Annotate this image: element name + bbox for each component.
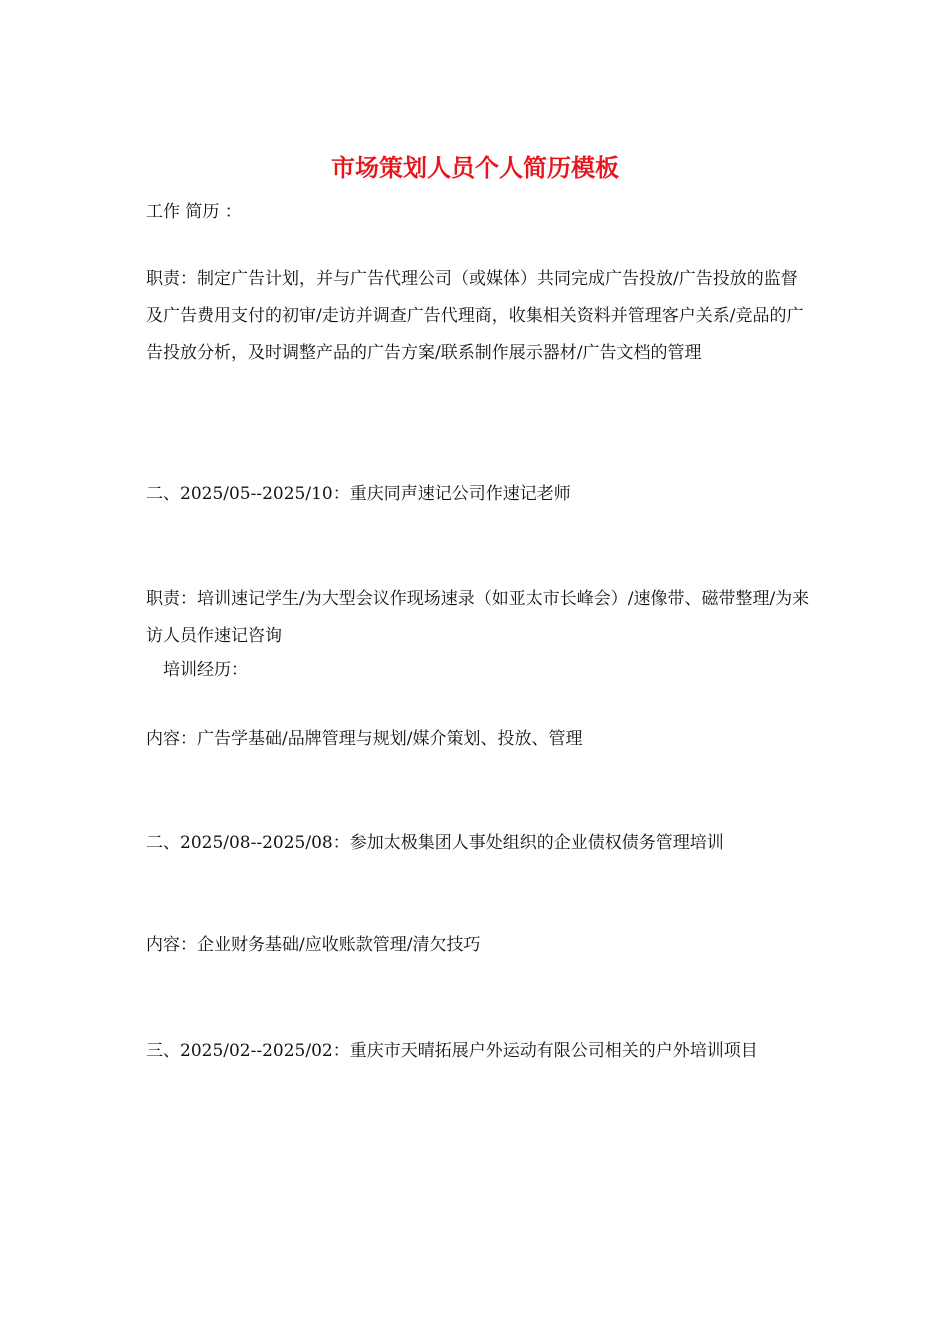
job1-duties: 职责：制定广告计划，并与广告代理公司（或媒体）共同完成广告投放/广告投放的监督及广告费用支付的初审/走访并调查广告代理商，收集相关资料并管理客户关系/竞品的广告投放分析，及时调整产品的广告方案/联系制作展示器材/广告文档的管理 (146, 269, 804, 363)
training1-content: 内容：广告学基础/品牌管理与规划/媒介策划、投放、管理 (146, 729, 583, 749)
training2-heading: 二、2025/08--2025/08：参加太极集团人事处组织的企业债权债务管理培训 (146, 833, 724, 853)
training2-content: 内容：企业财务基础/应收账款管理/清欠技巧 (146, 935, 481, 955)
job2-duties: 职责：培训速记学生/为大型会议作现场速录（如亚太市长峰会）/速像带、磁带整理/为来访人员作速记咨询 (146, 589, 810, 646)
training-label: 培训经历： (163, 660, 248, 680)
work-history-label: 工作 简历 ： (146, 202, 242, 222)
job2-heading: 二、2025/05--2025/10：重庆同声速记公司作速记老师 (146, 484, 571, 504)
document-title: 市场策划人员个人简历模板 (331, 153, 619, 182)
training3-heading: 三、2025/02--2025/02：重庆市天晴拓展户外运动有限公司相关的户外培训项目 (146, 1041, 758, 1061)
